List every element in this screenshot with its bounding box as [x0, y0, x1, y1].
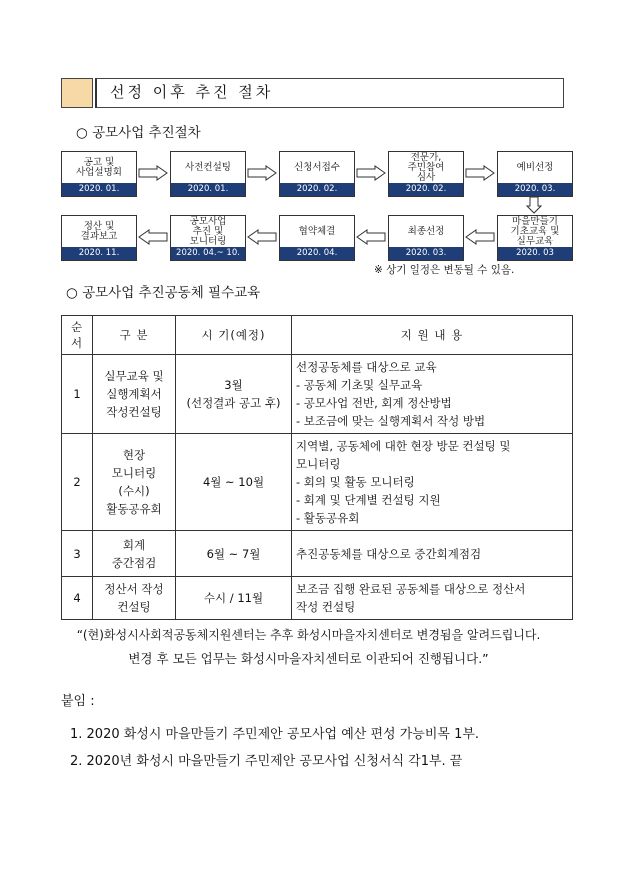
flow-step-5 [497, 151, 573, 197]
table-row [62, 577, 573, 620]
flow-step-label: 공고 및 사업설명회 [76, 156, 122, 178]
row-no: 4 [62, 577, 93, 620]
row-no: 2 [62, 434, 93, 531]
row-content: 지역별, 공동체에 대한 현장 방문 컨설팅 및 모니터링 - 회의 및 활동 모니터링 - 회계 및 단계별 컨설팅 지원 - 활동공유회 [292, 434, 573, 531]
arrow-left-icon [465, 229, 495, 245]
row-category: 실무교육 및 실행계획서 작성컨설팅 [93, 355, 176, 434]
arrow-left-icon [138, 229, 168, 245]
section-title-education: ○ 공모사업 추진공동체 필수교육 [66, 285, 261, 301]
flow-step-label: 전문가, 주민참여 심사 [407, 151, 445, 183]
flow-step-label: 예비선정 [516, 161, 554, 173]
row-content: 선정공동체를 대상으로 교육 - 공동체 기초및 실무교육 - 공모사업 전반, 회계 정산방법 - 보조금에 맞는 실행계획서 작성 방법 [292, 355, 573, 434]
header-period: 시 기(예정) [176, 316, 292, 355]
arrow-right-icon [138, 165, 168, 181]
schedule-note: ※ 상기 일정은 변동될 수 있음. [374, 264, 515, 276]
table-header-row [62, 316, 573, 355]
table-row [62, 434, 573, 531]
flow-step-7 [388, 215, 464, 261]
flow-step-date: 2020. 04. [280, 247, 354, 260]
row-content: 추진공동체를 대상으로 중간회계점검 [292, 531, 573, 577]
flow-step-1 [61, 151, 137, 197]
row-category: 정산서 작성 컨설팅 [93, 577, 176, 620]
flow-step-3 [279, 151, 355, 197]
education-table [61, 315, 573, 620]
flow-step-date: 2020. 03. [389, 247, 463, 260]
flow-step-4 [388, 151, 464, 197]
row-period: 수시 / 11월 [176, 577, 292, 620]
notice-line-1: “(현)화성시사회적공동체지원센터는 추후 화성시마을자치센터로 변경됨을 알려드립니다. [76, 628, 541, 642]
row-period: 3월 (선정결과 공고 후) [176, 355, 292, 434]
arrow-right-icon [356, 165, 386, 181]
flow-step-date: 2020. 03 [498, 247, 572, 260]
row-period: 4월 ~ 10월 [176, 434, 292, 531]
header-no: 순서 [62, 316, 93, 355]
flow-step-date: 2020. 03. [498, 183, 572, 196]
flow-step-date: 2020. 11. [62, 247, 136, 260]
notice-line-2: 변경 후 모든 업무는 화성시마을자치센터로 이관되어 진행됩니다.” [128, 651, 489, 666]
flow-step-date: 2020. 04.~ 10. [171, 247, 245, 260]
row-period: 6월 ~ 7월 [176, 531, 292, 577]
arrow-down-icon [526, 196, 542, 214]
flow-step-label: 사전컨설팅 [185, 161, 231, 173]
flow-step-label: 마을만들기 기초교육 및 실무교육 [510, 215, 560, 247]
page-title: 선정 이후 추진 절차 [110, 83, 274, 101]
flow-step-10 [61, 215, 137, 261]
flow-step-8 [279, 215, 355, 261]
arrow-right-icon [247, 165, 277, 181]
row-no: 1 [62, 355, 93, 434]
arrow-left-icon [247, 229, 277, 245]
attachments-title: 붙임 : [61, 694, 95, 709]
table-row [62, 531, 573, 577]
section-title-process: ○ 공모사업 추진절차 [76, 125, 201, 141]
attachment-item-2: 2. 2020년 화성시 마을만들기 주민제안 공모사업 신청서식 각1부. 끝 [70, 754, 463, 769]
flow-step-date: 2020. 02. [389, 183, 463, 196]
arrow-left-icon [356, 229, 386, 245]
flow-step-6 [497, 215, 573, 261]
flow-step-label: 최종선정 [407, 225, 445, 237]
flow-step-label: 공모사업 추진 및 모니터링 [189, 215, 227, 247]
row-content: 보조금 집행 완료된 공동체를 대상으로 정산서 작성 컨설팅 [292, 577, 573, 620]
row-category: 회계 중간점검 [93, 531, 176, 577]
header-category: 구 분 [93, 316, 176, 355]
header-content: 지 원 내 용 [292, 316, 573, 355]
attachment-item-1: 1. 2020 화성시 마을만들기 주민제안 공모사업 예산 편성 가능비목 1부. [70, 727, 480, 742]
table-row [62, 355, 573, 434]
flow-step-date: 2020. 01. [62, 183, 136, 196]
row-category: 현장 모니터링 (수시) 활동공유회 [93, 434, 176, 531]
arrow-right-icon [465, 165, 495, 181]
flow-step-label: 신청서접수 [294, 161, 340, 173]
flow-step-date: 2020. 02. [280, 183, 354, 196]
flow-step-date: 2020. 01. [171, 183, 245, 196]
flow-step-label: 정산 및 결과보고 [80, 220, 118, 242]
flow-step-2 [170, 151, 246, 197]
flow-step-label: 협약체결 [298, 225, 336, 237]
row-no: 3 [62, 531, 93, 577]
flow-step-9 [170, 215, 246, 261]
header-color-block [61, 78, 93, 108]
